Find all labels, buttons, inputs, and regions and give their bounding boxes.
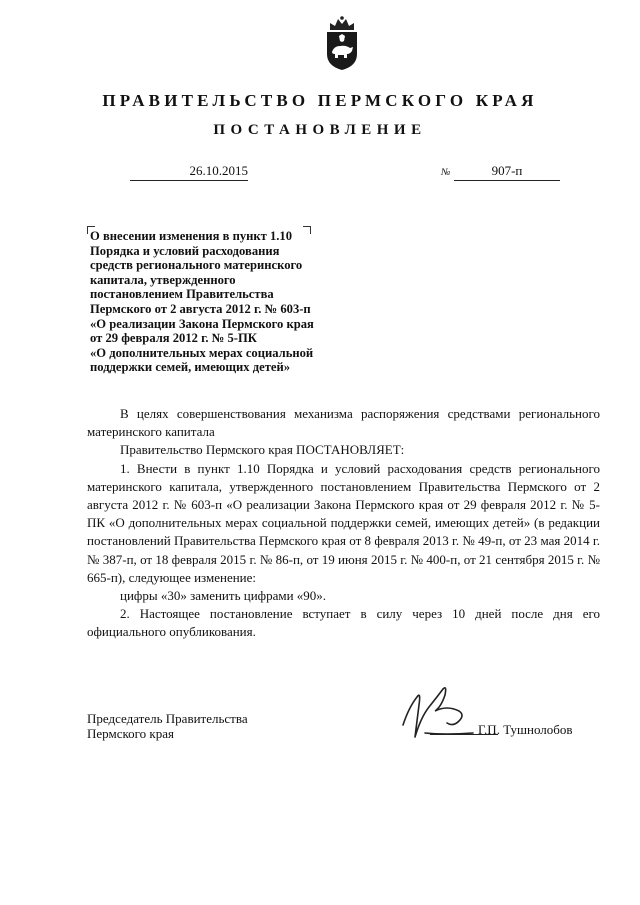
signatory-title (87, 711, 248, 741)
subject-line: от 29 февраля 2012 г. № 5-ПК (90, 331, 257, 346)
document-type: ПОСТАНОВЛЕНИЕ (213, 122, 427, 138)
subject-line: Порядка и условий расходования (90, 243, 280, 258)
signatory-title-line: Председатель Правительства (87, 711, 248, 726)
coat-of-arms-icon (322, 14, 362, 72)
subject-line: О внесении изменения в пункт 1.10 (90, 229, 293, 243)
subject-line: постановлением Правительства (90, 287, 274, 302)
signatory-title-line: Пермского края (87, 726, 174, 741)
subject-line: «О реализации Закона Пермского края (90, 316, 314, 331)
body-paragraph-item-1: 1. Внести в пункт 1.10 Порядка и условий расходования средств регионального материнского капитала, утвержденного постановлением Правительства Пермского от 2 августа 2012 г. № 603-п «О реализации Закона Пермского края от 29 февраля 2012 г. № 5-ПК «О дополнительных мерах социальной поддержки семей, имеющих детей» (в редакции постановлений Правительства Пермского края от 8 февраля 2013 г. № 49-п, от 23 мая 2014 г. № 387-п, от 18 февраля 2015 г. № 86-п, от 19 июня 2015 г. № 400-п, от 21 сентября 2015 г. № 665-п), следующее изменение: (87, 460, 600, 585)
document-body (87, 405, 600, 642)
body-paragraph-purpose: В целях совершенствования механизма распоряжения средствами регионального материнского капитала (87, 406, 600, 440)
body-paragraph-resolves: Правительство Пермского края ПОСТАНОВЛЯЕТ: (120, 442, 405, 458)
organization-title: ПРАВИТЕЛЬСТВО ПЕРМСКОГО КРАЯ (102, 91, 538, 110)
signatory-name: Г.П. Тушнолобов (478, 722, 573, 737)
document-number: 907-п (454, 163, 560, 181)
subject-line: «О дополнительных мерах социальной (90, 345, 314, 360)
document-date: 26.10.2015 (130, 163, 248, 181)
subject-line: средств регионального материнского (90, 258, 303, 273)
subject-line: поддержки семей, имеющих детей» (90, 360, 291, 375)
subject-line: капитала, утвержденного (90, 272, 236, 287)
number-sign: № (441, 167, 451, 178)
body-paragraph-change: цифры «30» заменить цифрами «90». (120, 588, 327, 604)
subject-line: Пермского от 2 августа 2012 г. № 603-п (90, 301, 311, 316)
body-paragraph-item-2: 2. Настоящее постановление вступает в силу через 10 дней после дня его официального опубликования. (87, 606, 600, 640)
document-subject (90, 229, 370, 375)
